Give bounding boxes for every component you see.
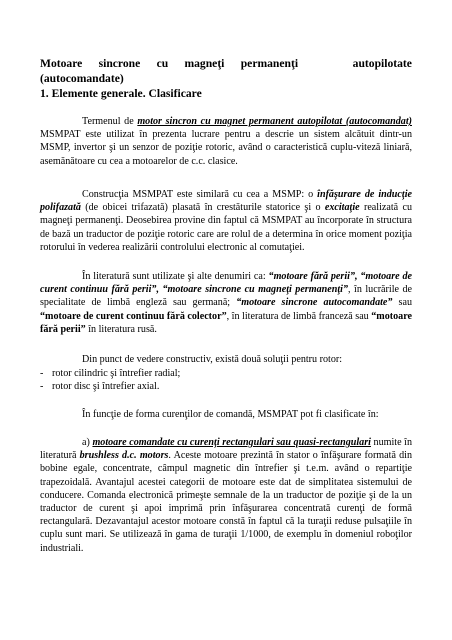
paragraph-6: a) motoare comandate cu curenţi rectangulari sau quasi-rectangulari numite în literatură brushless d.c. motors. Aceste motoare prezintă în stator o înfăşurare formată din bobine egale, concentrate, câmpul magnetic din întrefier şi t.e.m. având o repartiţie trapezoidală. Avantajul acestei categorii de motoare este dat de simplitatea sistemului de conducere. Comanda electronică primeşte semnale de la un traductor de poziţie şi de la un traductor de curent şi apoi imprimă prin înfăşurarea concentrată curenţi de formă rectangulară. Dezavantajul acestor motoare constă în faptul că la turaţii reduse pulsaţiile în cuplu sunt mari. Se utilizează în gama de turaţii 1/1000, de exemplu în domeniul roboţilor industriali.: [40, 437, 412, 554]
paragraph-2: Construcţia MSMPAT este similară cu cea a MSMP: o înfăşurare de inducţie polifazată (de obicei trifazată) plasată în crestăturile statorice şi o excitaţie realizată cu magneţi permanenţi. Deosebirea provine din faptul că MSMPAT au încorporate în structura de bază un traductor de poziţie rotoric care are rolul de a determina în orice moment poziţia rotorului în vederea realizării controlului electronic al comutaţiei.: [40, 189, 412, 253]
title-word: autopilotate: [352, 57, 412, 70]
paragraph-4: Din punct de vedere constructiv, există două soluţii pentru rotor:: [82, 354, 343, 365]
list-item: - rotor cilindric şi întrefier radial;: [40, 368, 181, 379]
title-word: sincrone: [98, 57, 141, 70]
section-heading: 1. Elemente generale. Clasificare: [40, 87, 202, 100]
title-word: cu: [156, 57, 169, 70]
paragraph-3: În literatură sunt utilizate şi alte denumiri ca: “motoare fără perii”, “motoare de curent continuu fără perii”, “motoare sincrone cu magneţi permanenţi”, în lucrările de specialitate de limbă engleză sau germană; “motoare sincrone autocomandate” sau “motoare de curent continuu fără colector”, în literatura de limbă franceză sau “motoare fără perii” în literatura rusă.: [40, 271, 412, 335]
title-word: Motoare: [40, 57, 83, 70]
paragraph-5: În funcţie de forma curenţilor de comandă, MSMPAT pot fi clasificate în:: [82, 409, 379, 420]
title-word: magneţi: [184, 57, 225, 70]
list-item: - rotor disc şi întrefier axial.: [40, 381, 160, 393]
paragraph-1: Termenul de motor sincron cu magnet permanent autopilotat (autocomandat) MSMPAT este utilizat în prezenta lucrare pentru a descrie un sistem alcătuit dintr-un MSMP, invertor şi un senzor de poziţie rotoric, având o caracteristică cuplu-viteză liniară, asemănătoare cu cea a motoarelor de c.c. clasice.: [40, 116, 412, 167]
document-title: [40, 56, 412, 101]
rotor-list: [40, 367, 412, 393]
title-line-2: (autocomandate): [40, 72, 124, 85]
title-line-1: [40, 56, 412, 71]
term-msmpat: motor sincron cu magnet permanent autopilotat (autocomandat): [137, 116, 412, 127]
title-word: permanenţi: [240, 57, 299, 70]
